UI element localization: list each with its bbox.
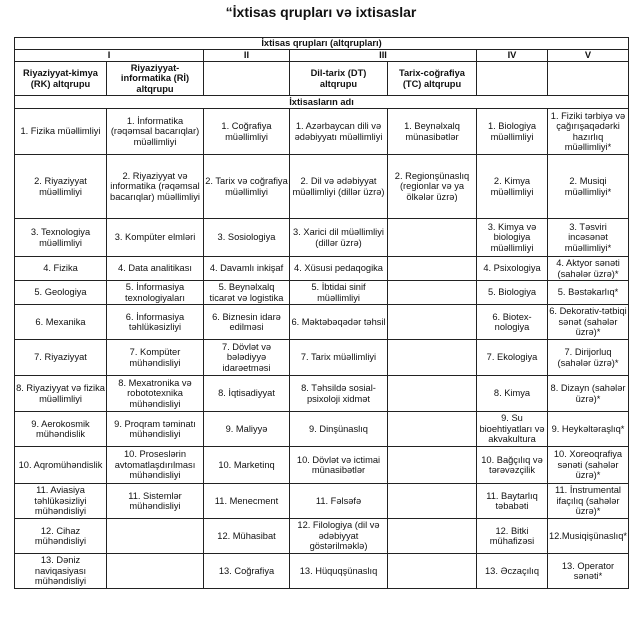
table-row (15, 554, 629, 589)
table-row (15, 340, 629, 376)
table-row (15, 484, 629, 519)
table-row (15, 109, 629, 155)
specialty-cell-v: 6. Dekorativ-tətbiqi sənət (sahələr üzrə)* (548, 305, 629, 340)
specialty-cell-dt: 1. Azərbaycan dili və ədəbiyyatı müəllimliyi (290, 109, 388, 155)
group-numeral-4: IV (477, 50, 548, 62)
specialty-cell-rk: 3. Texnologiya müəllimliyi (15, 219, 107, 257)
specialty-cell-ii: 13. Coğrafiya (204, 554, 290, 589)
specialties-title: İxtisasların adı (15, 96, 629, 109)
specialty-cell-tc (388, 219, 477, 257)
specialty-cell-ii: 2. Tarix və coğrafiya müəllimliyi (204, 155, 290, 219)
specialty-cell-rk: 2. Riyaziyyat müəllimliyi (15, 155, 107, 219)
table-row (15, 519, 629, 554)
specialty-cell-rk: 5. Geologiya (15, 281, 107, 305)
specialty-cell-ii: 5. Beynəlxalq ticarət və logistika (204, 281, 290, 305)
table-row (15, 155, 629, 219)
specialty-cell-tc (388, 519, 477, 554)
specialty-cell-ri: 5. İnformasiya texnologiyaları (107, 281, 204, 305)
specialty-cell-iv: 4. Psixologiya (477, 257, 548, 281)
specialty-cell-ri: 4. Data analitikası (107, 257, 204, 281)
specialty-cell-ii: 12. Mühasibat (204, 519, 290, 554)
table-row (15, 376, 629, 412)
table-row (15, 281, 629, 305)
specialty-cell-dt: 5. İbtidai sinif müəllimliyi (290, 281, 388, 305)
specialty-cell-v: 5. Bəstəkarlıq* (548, 281, 629, 305)
table-row (15, 412, 629, 447)
specialty-cell-dt: 10. Dövlət və ictimai münasibətlər (290, 447, 388, 484)
specialty-cell-v: 8. Dizayn (sahələr üzrə)* (548, 376, 629, 412)
specialty-cell-ri: 8. Mexatronika və robototexnika mühəndisliyi (107, 376, 204, 412)
specialty-cell-iv: 10. Bağçılıq və tərəvəzçilik (477, 447, 548, 484)
specialty-cell-rk: 6. Mexanika (15, 305, 107, 340)
specialty-cell-v: 2. Musiqi müəllimliyi* (548, 155, 629, 219)
specialty-cell-dt: 9. Dinşünaslıq (290, 412, 388, 447)
specialty-cell-ri: 6. İnformasiya təhlükəsizliyi (107, 305, 204, 340)
specialty-cell-iv: 7. Ekologiya (477, 340, 548, 376)
specialty-cell-v: 9. Heykəltəraşlıq* (548, 412, 629, 447)
table-row (15, 305, 629, 340)
header-row-roman (15, 50, 629, 62)
specialty-cell-v: 10. Xoreoqrafiya sənəti (sahələr üzrə)* (548, 447, 629, 484)
specialty-cell-ii: 8. İqtisadiyyat (204, 376, 290, 412)
page-title: “İxtisas qrupları və ixtisaslar (225, 4, 417, 20)
specialty-cell-tc (388, 412, 477, 447)
specialty-cell-dt: 4. Xüsusi pedaqogika (290, 257, 388, 281)
specialty-cell-iv: 2. Kimya müəllimliyi (477, 155, 548, 219)
specialty-cell-ri: 2. Riyaziyyat və informatika (rəqəmsal bacarıqlar) müəllimliyi (107, 155, 204, 219)
specialty-cell-rk: 8. Riyaziyyat və fizika müəllimliyi (15, 376, 107, 412)
header-row-specialties (15, 96, 629, 109)
specialty-cell-dt: 13. Hüquqşünaslıq (290, 554, 388, 589)
specialty-cell-rk: 11. Aviasiya təhlükəsizliyi mühəndisliyi (15, 484, 107, 519)
subgroup-empty-4 (477, 62, 548, 96)
table-row (15, 219, 629, 257)
specialty-cell-ii: 9. Maliyyə (204, 412, 290, 447)
specialty-cell-ii: 10. Marketinq (204, 447, 290, 484)
specialty-cell-dt: 3. Xarici dil müəllimliyi (dillər üzrə) (290, 219, 388, 257)
specialty-cell-tc (388, 376, 477, 412)
specialty-cell-rk: 7. Riyaziyyat (15, 340, 107, 376)
group-numeral-3: III (290, 50, 477, 62)
specialty-cell-dt: 12. Filologiya (dil və ədəbiyyat göstərilməklə) (290, 519, 388, 554)
specialty-cell-ri: 3. Kompüter elmləri (107, 219, 204, 257)
subgroup-rk: Riyaziyyat-kimya (RK) altqrupu (15, 62, 107, 96)
specialty-cell-ri: 1. İnformatika (rəqəmsal bacarıqlar) müəllimliyi (107, 109, 204, 155)
header-row-groups (15, 38, 629, 50)
table-row (15, 447, 629, 484)
specialty-cell-dt: 6. Məktəbəqədər təhsil (290, 305, 388, 340)
specialty-cell-iv: 13. Əczaçılıq (477, 554, 548, 589)
specialty-cell-ii: 7. Dövlət və bələdiyyə idarəetməsi (204, 340, 290, 376)
specialty-cell-tc (388, 257, 477, 281)
specialty-cell-iv: 1. Biologiya müəllimliyi (477, 109, 548, 155)
specialty-cell-tc (388, 281, 477, 305)
subgroup-empty-2 (204, 62, 290, 96)
specialty-cell-ri (107, 554, 204, 589)
specialty-cell-tc (388, 554, 477, 589)
specialty-cell-tc (388, 340, 477, 376)
specialty-cell-ri: 10. Proseslərin avtomatlaşdırılması mühəndisliyi (107, 447, 204, 484)
specialty-cell-v: 7. Dirijorluq (sahələr üzrə)* (548, 340, 629, 376)
specialty-cell-ii: 11. Menecment (204, 484, 290, 519)
specialty-cell-ii: 6. Biznesin idarə edilməsi (204, 305, 290, 340)
specialty-cell-ri: 11. Sistemlər mühəndisliyi (107, 484, 204, 519)
specialty-cell-ii: 1. Coğrafiya müəllimliyi (204, 109, 290, 155)
specialty-cell-tc: 2. Regionşünaslıq (regionlar və ya ölkələr üzrə) (388, 155, 477, 219)
specialty-cell-ii: 3. Sosiologiya (204, 219, 290, 257)
specialty-cell-iv: 11. Baytarlıq təbabəti (477, 484, 548, 519)
specialty-cell-dt: 7. Tarix müəllimliyi (290, 340, 388, 376)
table-row (15, 257, 629, 281)
specialty-cell-rk: 12. Cihaz mühəndisliyi (15, 519, 107, 554)
group-numeral-5: V (548, 50, 629, 62)
specialty-cell-v: 11. İnstrumental ifaçılıq (sahələr üzrə)* (548, 484, 629, 519)
specialty-cell-v: 1. Fiziki tərbiyə və çağırışaqədərki hazırlıq müəllimliyi* (548, 109, 629, 155)
group-numeral-1: I (15, 50, 204, 62)
specialty-cell-rk: 13. Dəniz naviqasiyası mühəndisliyi (15, 554, 107, 589)
specialty-cell-ri (107, 519, 204, 554)
specialty-cell-iv: 3. Kimya və biologiya müəllimliyi (477, 219, 548, 257)
groups-title: İxtisas qrupları (altqrupları) (15, 38, 629, 50)
specialty-cell-rk: 1. Fizika müəllimliyi (15, 109, 107, 155)
specialty-cell-iv: 9. Su bioehtiyatları və akvakultura (477, 412, 548, 447)
specialty-cell-dt: 8. Təhsildə sosial-psixoloji xidmət (290, 376, 388, 412)
specialty-cell-tc (388, 305, 477, 340)
specialty-cell-v: 4. Aktyor sənəti (sahələr üzrə)* (548, 257, 629, 281)
specialty-cell-rk: 10. Aqromühəndislik (15, 447, 107, 484)
specialty-cell-ii: 4. Davamlı inkişaf (204, 257, 290, 281)
subgroup-ri: Riyaziyyat-informatika (Rİ) altqrupu (107, 62, 204, 96)
specialty-groups-table (14, 37, 629, 589)
specialty-cell-v: 12.Musiqişünaslıq* (548, 519, 629, 554)
subgroup-dt: Dil-tarix (DT) altqrupu (290, 62, 388, 96)
specialty-cell-ri: 9. Proqram təminatı mühəndisliyi (107, 412, 204, 447)
specialty-cell-iv: 6. Biotex-nologiya (477, 305, 548, 340)
subgroup-tc: Tarix-coğrafiya (TC) altqrupu (388, 62, 477, 96)
specialty-cell-tc (388, 484, 477, 519)
specialty-cell-v: 13. Operator sənəti* (548, 554, 629, 589)
specialty-cell-iv: 12. Bitki mühafizəsi (477, 519, 548, 554)
specialty-cell-tc: 1. Beynəlxalq münasibətlər (388, 109, 477, 155)
header-row-subgroups (15, 62, 629, 96)
specialty-cell-iv: 5. Biologiya (477, 281, 548, 305)
specialty-cell-v: 3. Təsviri incəsənət müəllimliyi* (548, 219, 629, 257)
specialty-cell-rk: 4. Fizika (15, 257, 107, 281)
specialty-cell-ri: 7. Kompüter mühəndisliyi (107, 340, 204, 376)
specialty-cell-dt: 11. Fəlsəfə (290, 484, 388, 519)
specialty-cell-dt: 2. Dil və ədəbiyyat müəllimliyi (dillər üzrə) (290, 155, 388, 219)
specialty-cell-tc (388, 447, 477, 484)
specialty-cell-rk: 9. Aerokosmik mühəndislik (15, 412, 107, 447)
subgroup-empty-5 (548, 62, 629, 96)
specialty-cell-iv: 8. Kimya (477, 376, 548, 412)
group-numeral-2: II (204, 50, 290, 62)
